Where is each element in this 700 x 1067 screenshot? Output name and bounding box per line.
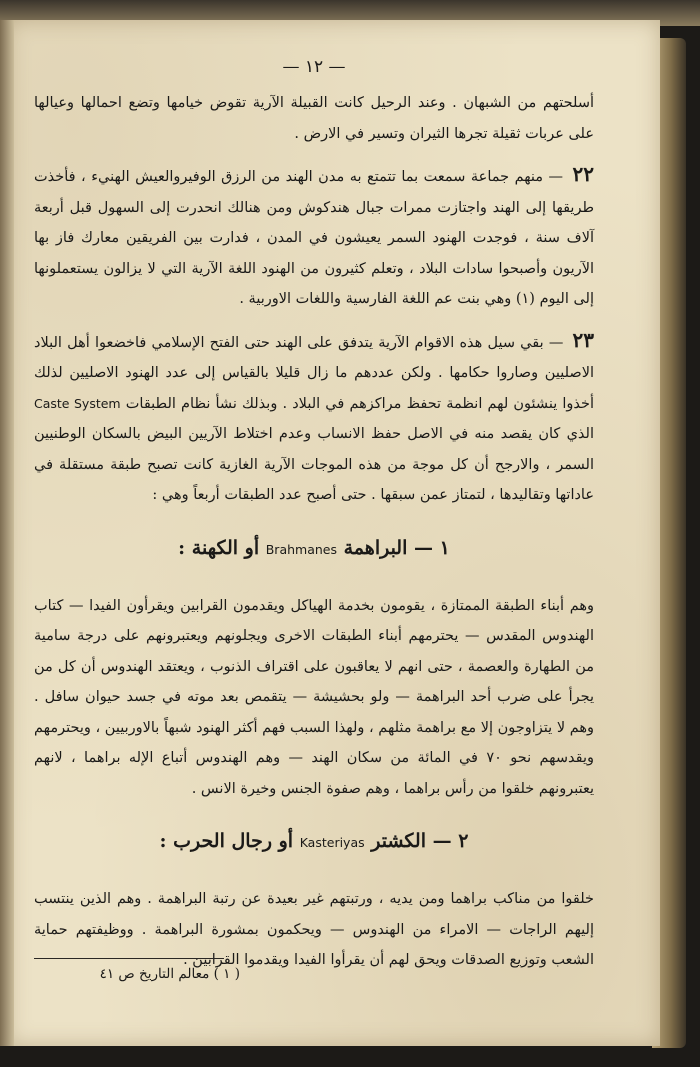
paragraph-text-continued: الذي كان يقصد منه في الاصل حفظ الانساب وعدم اختلاط الآريين البيض بالسكان الوطنيين السمر ، والارجح أن كل موجة من هذه الموجات الآرية الغازية كانت تصبح طبقة مستقلة في عاداتها وتقاليدها ، لتمتاز عمن سبقها . حتى أصبح عدد الطبقات أربعاً وهي :	[34, 426, 594, 503]
heading-brahmanes	[34, 533, 594, 565]
heading-suffix: أو رجال الحرب :	[159, 830, 294, 852]
paragraph-22	[34, 159, 594, 315]
heading-prefix: ٢ — الكشتر	[371, 830, 469, 852]
paragraph-text: — بقي سيل هذه الاقوام الآرية يتدفق على الهند حتى الفتح الإسلامي فاخضعوا أهل البلاد الاصليين وصاروا حكامها . ولكن عددهم ما زال قليلا بالقياس إلى عدد الهنود الاصليين لذلك أخذوا ينشئون لهم انظمة تحفظ مراكزهم في البلاد . وبذلك نشأ نظام الطبقات	[34, 334, 595, 412]
page-content	[34, 52, 594, 986]
footnote-divider	[34, 958, 224, 959]
paragraph-23	[34, 325, 594, 511]
caste-system-term: Caste System	[34, 395, 121, 411]
page-number: — ١٢ —	[282, 57, 346, 77]
heading-prefix: ١ — البراهمة	[343, 536, 450, 559]
kasteriyas-paragraph: خلقوا من مناكب براهما ومن يديه ، ورتبتهم غير بعيدة عن رتبة البراهمة . وهم الذين ينتسب إليهم الراجات — الامراء من الهندوس — ويحكمون بمشورة البراهمة . ووظيفتهم حماية الشعب وتوزيع الصدقات ويحق لهم أن يقرأوا الفيدا ويقدموا القرابين .	[34, 891, 594, 968]
heading-latin-term: Kasteriyas	[299, 835, 365, 850]
heading-latin-term: Brahmanes	[265, 541, 337, 557]
paragraph-text: — منهم جماعة سمعت بما تتمتع به مدن الهند من الرزق الوفيروالعيش الهنيء ، فأخذت طريقها إلى الهند واجتازت ممرات جبال هندكوش ومن هنالك انحدرت إلى السهول قبل أربعة آلاف سنة ، فوجدت الهنود السمر يعيشون في المدن ، فدارت بين الفريقين معارك فاز بها الآريون وأصبحوا سادات البلاد ، وتعلم كثيرون من الهنود اللغة الآرية التي لا يزالون يستعملونها إلى اليوم (١) وهي بنت عم اللغة الفارسية واللغات الاوربية .	[34, 169, 595, 307]
book-binding	[0, 20, 14, 1046]
intro-paragraph: أسلحتهم من الشبهان . وعند الرحيل كانت القبيلة الآرية تقوض خيامها وتضع احمالها وعيالها على عربات ثقيلة تجرها الثيران وتسير في الارض .	[34, 95, 594, 142]
heading-kasteriyas	[34, 826, 594, 858]
brahmanes-paragraph: وهم أبناء الطبقة الممتازة ، يقومون بخدمة الهياكل ويقدمون القرابين ويقرأون الفيدا — كتاب الهندوس المقدس — يحترمهم أبناء الطبقات الاخرى ويجلونهم ويعتبرونهم على درجة سامية من الطهارة والعصمة ، حتى انهم لا يعاقبون على اقتراف الذنوب ، ويعتقد الهندوس أن كل من يجرأ على ضرب أحد البراهمة — ولو بحشيشة — يتقمص بعد موته في جسد حيوان سافل . وهم لا يتزاوجون إلا مع براهمة مثلهم ، ولهذا السبب فهم أكثر الهنود شبهاً بالاوربيين ، ويحترمهم ويقدسهم نحو ٧٠ في المائة من سكان الهند — وهم الهندوس أتباع الإله براهما ، لانهم يعتبرونهم خلقوا من رأس براهما ، وهم صفوة الجنس وخيرة الانس .	[34, 597, 594, 797]
paragraph-number: ٢٢	[572, 162, 594, 186]
heading-suffix: أو الكهنة :	[178, 536, 260, 559]
paragraph-number: ٢٣	[572, 327, 595, 352]
footnote: ( ١ ) معالم التاريخ ص ٤١	[99, 966, 240, 982]
